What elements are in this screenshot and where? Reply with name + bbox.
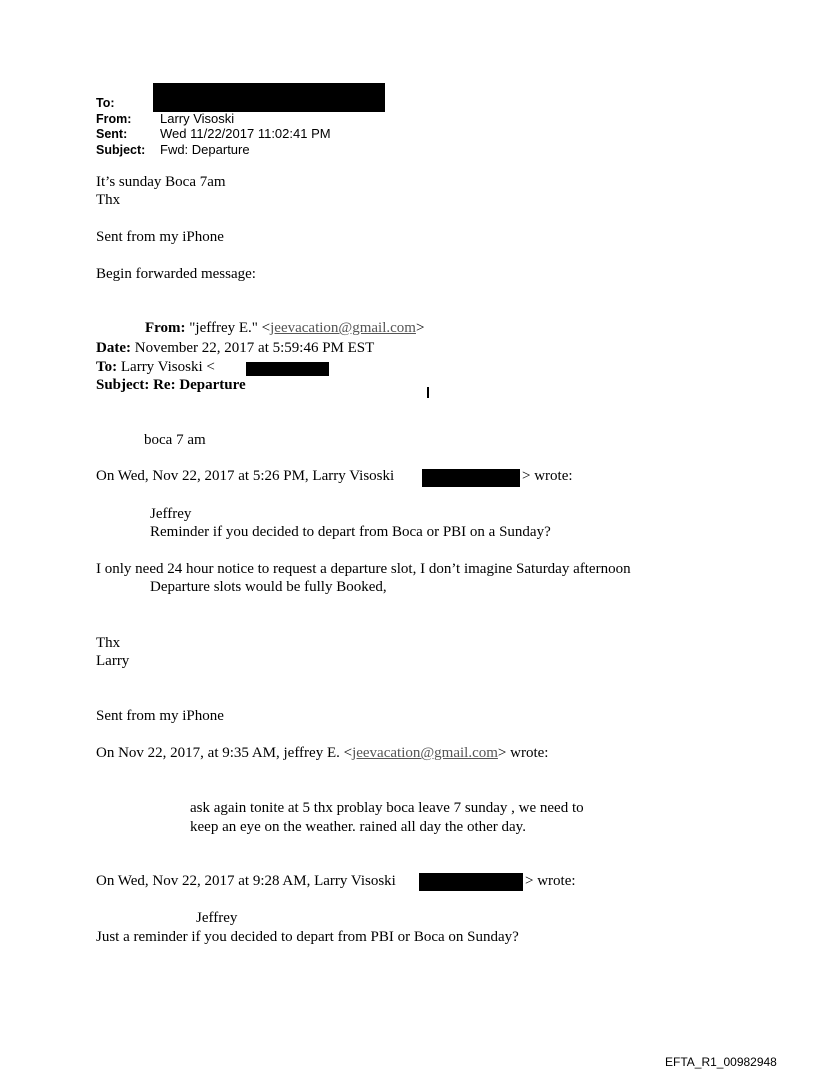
quote3-greeting: Jeffrey: [196, 910, 238, 926]
body-sent-from: Sent from my iPhone: [96, 229, 224, 245]
quote1-sent-from: Sent from my iPhone: [96, 708, 224, 724]
quote1-notice: I only need 24 hour notice to request a departure slot, I don’t imagine Saturday afternoon: [96, 561, 631, 577]
redaction-box: [419, 873, 523, 891]
fwd-subject: Subject: Re: Departure: [96, 377, 246, 393]
sent-label: Sent:: [96, 127, 128, 141]
fwd-to-line: [96, 359, 215, 376]
quote2-line-1: ask again tonite at 5 thx problay boca leave 7 sunday , we need to: [190, 800, 584, 816]
quote1-name: Larry: [96, 653, 130, 669]
redaction-box: [153, 83, 385, 112]
quote2-intro: [96, 745, 548, 762]
quote1-intro-end: > wrote:: [522, 468, 573, 484]
text-cursor-mark: [427, 387, 429, 398]
quote2-email-link[interactable]: jeevacation@gmail.com: [352, 745, 498, 761]
quote2-intro-start: On Nov 22, 2017, at 9:35 AM, jeffrey E. <: [96, 745, 353, 761]
quote1-reminder: Reminder if you decided to depart from Boca or PBI on a Sunday?: [150, 524, 551, 540]
document-id: EFTA_R1_00982948: [665, 1055, 777, 1069]
fwd-date-label: Date:: [96, 340, 131, 356]
body-line-1: It’s sunday Boca 7am: [96, 174, 226, 190]
sent-value: Wed 11/22/2017 11:02:41 PM: [160, 126, 331, 141]
quote3-intro-end: > wrote:: [525, 873, 576, 889]
body-line-2: Thx: [96, 192, 121, 208]
quote1-intro-start: On Wed, Nov 22, 2017 at 5:26 PM, Larry Visoski: [96, 468, 395, 484]
from-label: From:: [96, 112, 132, 126]
quote1-notice-cont: Departure slots would be fully Booked,: [150, 579, 387, 595]
fwd-to-label: To:: [96, 359, 118, 375]
quote3-reminder: Just a reminder if you decided to depart from PBI or Boca on Sunday?: [96, 929, 519, 945]
quote1-greeting: Jeffrey: [150, 506, 192, 522]
fwd-from-label: From:: [145, 320, 186, 336]
quote1-thx: Thx: [96, 635, 121, 651]
fwd-from-line: [145, 320, 424, 337]
redaction-box: [246, 362, 329, 376]
subject-label: Subject:: [96, 143, 146, 157]
redaction-box: [422, 469, 520, 487]
fwd-to-value: Larry Visoski <: [120, 359, 215, 375]
subject-value: Fwd: Departure: [160, 142, 250, 157]
fwd-from-email-link[interactable]: jeevacation@gmail.com: [270, 320, 416, 336]
fwd-reply: boca 7 am: [144, 432, 206, 448]
to-label: To:: [96, 96, 115, 110]
fwd-from-name: "jeffrey E." <: [189, 320, 271, 336]
fwd-date-value: November 22, 2017 at 5:59:46 PM EST: [134, 340, 375, 356]
from-value: Larry Visoski: [160, 111, 235, 126]
begin-forwarded: Begin forwarded message:: [96, 266, 256, 282]
quote3-intro-start: On Wed, Nov 22, 2017 at 9:28 AM, Larry Visoski: [96, 873, 396, 889]
quote2-line-2: keep an eye on the weather. rained all day the other day.: [190, 819, 526, 835]
fwd-date-line: [96, 340, 374, 357]
quote2-intro-end: > wrote:: [497, 745, 549, 761]
fwd-from-close: >: [415, 320, 425, 336]
